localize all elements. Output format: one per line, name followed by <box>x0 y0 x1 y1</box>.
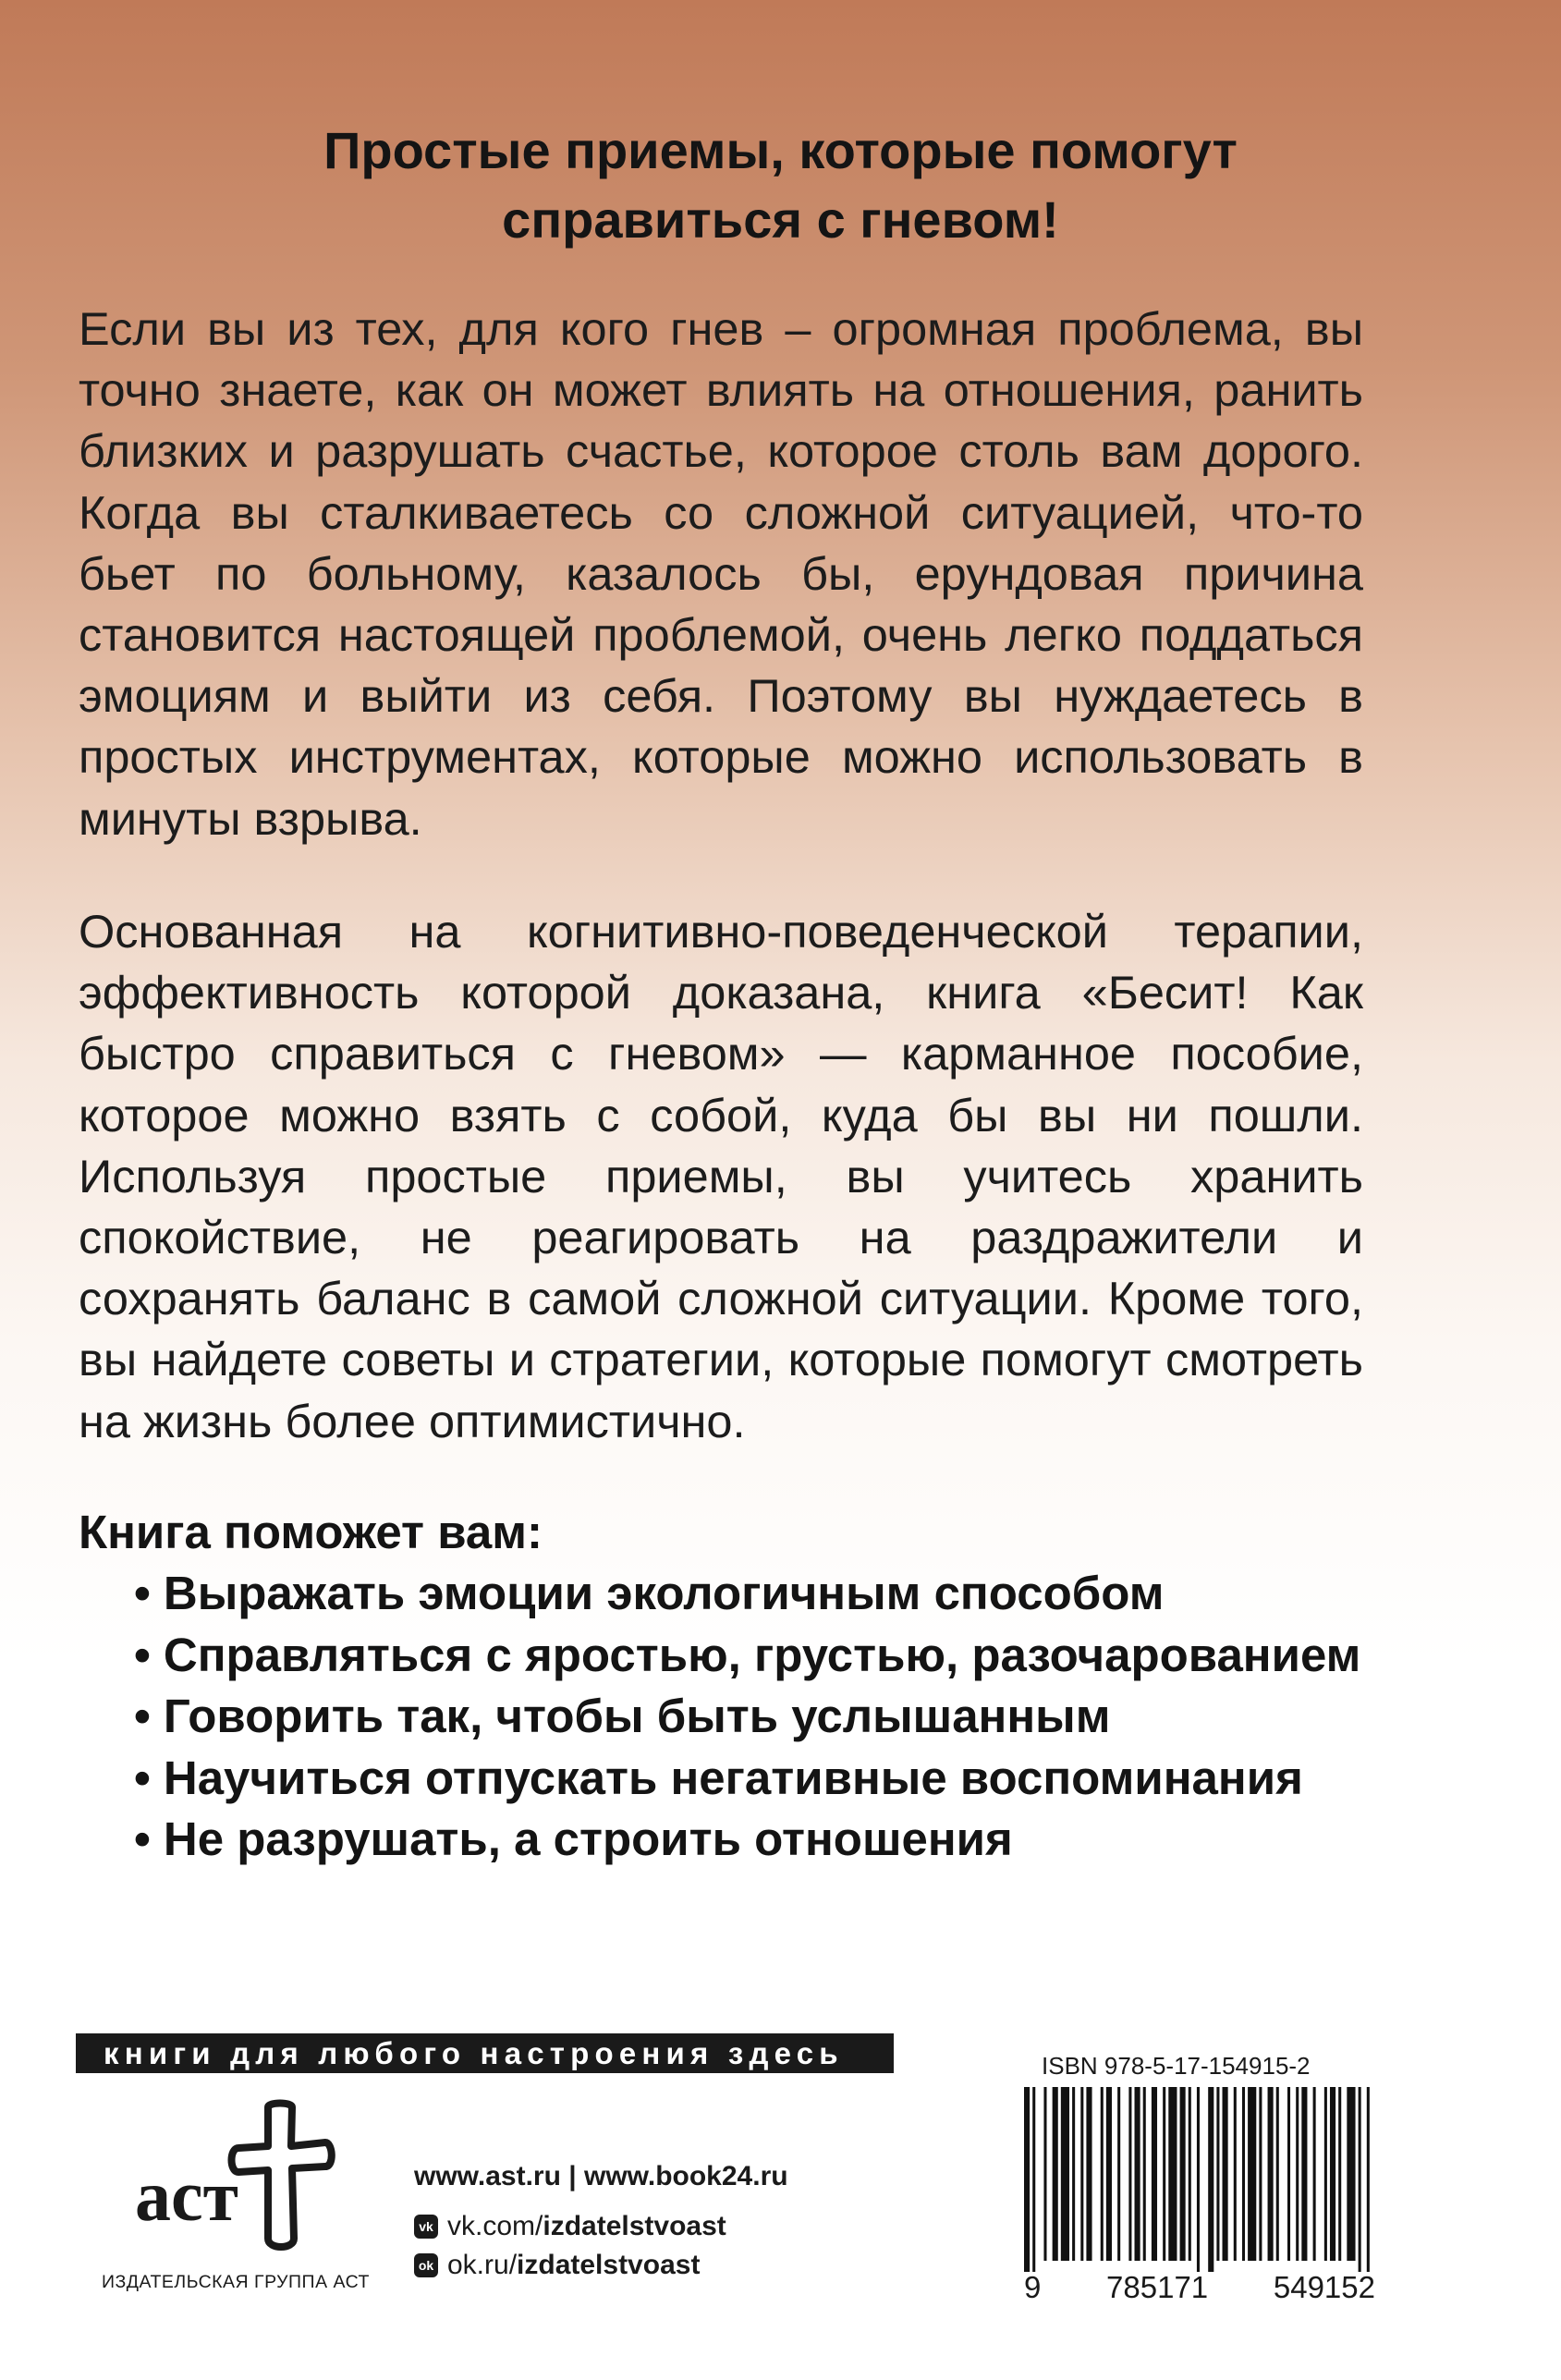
barcode-bar <box>1216 2087 1219 2261</box>
bullet-icon: • <box>134 1628 151 1681</box>
barcode-bar <box>1086 2087 1091 2261</box>
barcode-digit-group: 785171 <box>1106 2270 1209 2304</box>
vk-link[interactable] <box>414 2211 726 2242</box>
vk-handle: izdatelstvoast <box>543 2211 726 2241</box>
vk-icon: vk <box>414 2215 438 2239</box>
barcode-bar <box>1338 2087 1341 2261</box>
barcode-bar <box>1324 2087 1327 2261</box>
barcode-digit-group: 549152 <box>1273 2270 1375 2304</box>
barcode <box>1024 2087 1375 2272</box>
barcode-bar <box>1043 2087 1046 2261</box>
publisher-websites[interactable]: www.ast.ru | www.book24.ru <box>414 2161 788 2191</box>
barcode-bar <box>1208 2087 1213 2272</box>
barcode-bar <box>1163 2087 1165 2261</box>
bullet-icon: • <box>134 1812 151 1865</box>
barcode-bar <box>1072 2087 1075 2261</box>
barcode-bar <box>1117 2087 1120 2261</box>
headline <box>0 116 1561 254</box>
benefit-text: Научиться отпускать негативные воспоминания <box>163 1751 1303 1804</box>
barcode-bar <box>1234 2087 1237 2261</box>
barcode-bar <box>1301 2087 1307 2261</box>
barcode-bar <box>1180 2087 1186 2261</box>
benefit-text: Говорить так, чтобы быть услышанным <box>163 1690 1111 1742</box>
barcode-bar <box>1347 2087 1355 2261</box>
barcode-bar <box>1152 2087 1157 2261</box>
barcode-bar <box>1268 2087 1274 2261</box>
ast-cross-logo-icon <box>129 2098 342 2255</box>
headline-line-1: Простые приемы, которые помогут <box>323 121 1238 179</box>
description-paragraph-1: Если вы из тех, для кого гнев – огромная проблема, вы точно знаете, как он может влиять на отношения, ранить близких и разрушать счастье, которое столь вам дорого. Когда вы сталкиваетесь со сложной ситуацией, что-то бьет по больному, казалось бы, ерундовая причина становится настоящей проблемой, очень легко поддаться эмоциям и выйти из себя. Поэтому вы нуждаетесь в простых инструментах, которые можно использовать в минуты взрыва. <box>79 302 1363 845</box>
barcode-bar <box>1197 2087 1200 2272</box>
benefit-text: Не разрушать, а строить отношения <box>163 1812 1013 1865</box>
barcode-bar <box>1313 2087 1316 2261</box>
barcode-bar <box>1061 2087 1069 2261</box>
barcode-bar <box>1053 2087 1058 2261</box>
barcode-bar <box>1359 2087 1361 2272</box>
description-paragraph-2: Основанная на когнитивно-поведенческой терапии, эффективность которой доказана, книга «Бесит! Как быстро справиться с гневом» — карманное пособие, которое можно взять с собой, куда бы вы ни пошли. Используя простые приемы, вы учитесь хранить спокойствие, не реагировать на раздражители и сохранять баланс в самой сложной ситуации. Кроме того, вы найдете советы и стратегии, которые помогут смотреть на жизнь более оптимистично. <box>79 905 1363 1447</box>
barcode-bar <box>1143 2087 1146 2261</box>
benefit-item <box>134 1748 1360 1810</box>
vk-prefix: vk.com/ <box>447 2211 543 2241</box>
barcode-bar <box>1189 2087 1191 2261</box>
ok-handle: izdatelstvoast <box>517 2250 701 2280</box>
benefit-text: Справляться с яростью, грустью, разочарованием <box>163 1628 1361 1681</box>
barcode-bar <box>1276 2087 1279 2261</box>
publisher-caption: ИЗДАТЕЛЬСКАЯ ГРУППА АСТ <box>102 2272 370 2292</box>
slogan-bar: книги для любого настроения здесь <box>76 2033 894 2073</box>
barcode-bar <box>1242 2087 1245 2261</box>
barcode-bar <box>1080 2087 1083 2261</box>
bullet-icon: • <box>134 1567 151 1619</box>
benefit-item <box>134 1625 1360 1687</box>
barcode-bar <box>1330 2087 1335 2261</box>
barcode-bar <box>1168 2087 1177 2261</box>
barcode-bar <box>1106 2087 1112 2261</box>
benefit-text: Выражать эмоции экологичным способом <box>163 1567 1165 1619</box>
isbn-label: ISBN 978-5-17-154915-2 <box>1042 2052 1311 2080</box>
benefit-item <box>134 1686 1360 1748</box>
barcode-bar <box>1024 2087 1030 2272</box>
barcode-bar <box>1101 2087 1104 2261</box>
ok-prefix: ok.ru/ <box>447 2250 518 2280</box>
logo-text: аст <box>135 2155 238 2236</box>
barcode-number <box>1024 2270 1375 2305</box>
barcode-bar <box>1128 2087 1131 2261</box>
barcode-bar <box>1223 2087 1228 2261</box>
ok-icon: ok <box>414 2253 438 2277</box>
bullet-icon: • <box>134 1690 151 1742</box>
benefit-item <box>134 1809 1360 1871</box>
headline-line-2: справиться с гневом! <box>502 190 1059 249</box>
barcode-bar <box>1259 2087 1262 2261</box>
benefit-item <box>134 1563 1360 1625</box>
barcode-bar <box>1135 2087 1140 2261</box>
barcode-bar <box>1248 2087 1256 2261</box>
ok-link[interactable] <box>414 2250 700 2281</box>
bullet-icon: • <box>134 1751 151 1804</box>
barcode-bar <box>1296 2087 1299 2261</box>
barcode-bar <box>1032 2087 1035 2272</box>
benefits-title: Книга поможет вам: <box>79 1506 543 1558</box>
benefits-list <box>134 1563 1360 1871</box>
barcode-digit-group: 9 <box>1024 2270 1042 2304</box>
barcode-bar <box>1287 2087 1290 2261</box>
barcode-bar <box>1367 2087 1370 2272</box>
